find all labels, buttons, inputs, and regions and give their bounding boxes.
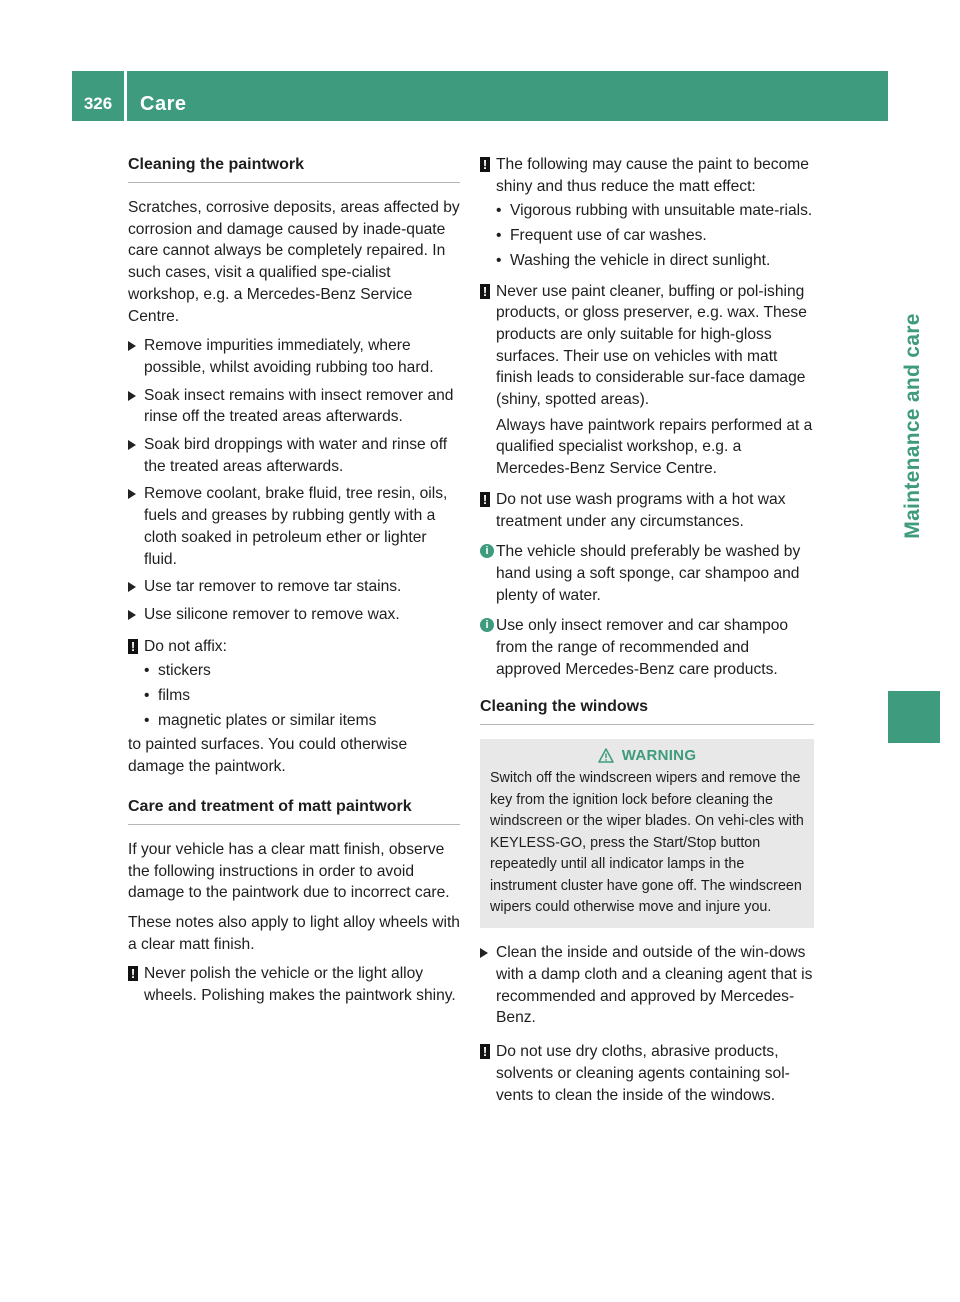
note-block <box>480 489 814 532</box>
bullet-list <box>496 200 814 271</box>
warning-triangle-icon <box>598 748 614 763</box>
note-block <box>480 154 814 272</box>
info-block <box>480 541 814 606</box>
list-item: • magnetic plates or similar items <box>144 710 460 732</box>
exclamation-icon: ! <box>480 492 490 507</box>
sidebar-marker <box>888 691 940 743</box>
list-item: • films <box>144 685 460 707</box>
right-column <box>480 154 814 1115</box>
bullet-list <box>144 660 460 731</box>
warning-title: WARNING <box>621 747 697 765</box>
step-item: Remove impurities immediately, where possible, whilst avoiding rubbing too hard. <box>128 335 460 378</box>
note-text: Do not use dry cloths, abrasive products, solvents or cleaning agents containing sol-vents to clean the inside of the windows. <box>496 1043 790 1104</box>
note-block <box>128 636 460 732</box>
header-separator <box>124 71 127 121</box>
note-tail: to painted surfaces. You could otherwise damage the paintwork. <box>128 736 408 776</box>
exclamation-icon: ! <box>480 157 490 172</box>
page-number: 326 <box>83 94 113 113</box>
note-text: Do not use wash programs with a hot wax treatment under any circumstances. <box>496 490 786 530</box>
info-block <box>480 615 814 680</box>
note-text: The following may cause the paint to become shiny and thus reduce the matt effect: <box>496 156 809 195</box>
intro-paragraph: Scratches, corrosive deposits, areas affected by corrosion and damage caused by inade-quate care cannot always be completely repaired. In such cases, visit a qualified spe-cialist workshop, e.g. a Mercedes-Benz Service Centre. <box>128 199 460 325</box>
step-item: Use silicone remover to remove wax. <box>128 604 460 626</box>
exclamation-icon: ! <box>480 284 490 299</box>
paragraph: If your vehicle has a clear matt finish, observe the following instructions in order to avoid damage to the paintwork due to incorrect care. <box>128 840 450 902</box>
note-text: Never use paint cleaner, buffing or pol-ishing products, or gloss preserver, e.g. wax. These products are only suitable for high-gloss surfaces. Their use on vehicles with matt finish leads to considerable sur-face damage (shiny, spotted areas). <box>496 282 807 409</box>
paragraph: These notes also apply to light alloy wheels with a clear matt finish. <box>128 913 460 953</box>
warning-text: Switch off the windscreen wipers and remove the key from the ignition lock before cleaning the windscreen or the wiper blades. On vehi-cles with KEYLESS-GO, press the Start/Stop button repeatedly until all indicator lamps in the instrument cluster have gone off. The windscreen wipers could otherwise move and injure you. <box>490 770 804 915</box>
step-item: Soak insect remains with insect remover and rinse off the treated areas afterwards. <box>128 385 460 428</box>
info-text: Use only insect remover and car shampoo from the range of recommended and approved Mercedes-Benz care products. <box>496 617 789 678</box>
warning-box <box>480 739 814 928</box>
warning-header <box>490 747 804 764</box>
heading-matt-paintwork: Care and treatment of matt paintwork <box>128 792 460 825</box>
info-icon: i <box>480 618 494 632</box>
note-text: Always have paintwork repairs performed at a qualified specialist workshop, e.g. a Mercedes-Benz Service Centre. <box>496 416 813 478</box>
list-item: • stickers <box>144 660 460 682</box>
heading-cleaning-windows: Cleaning the windows <box>480 692 814 725</box>
heading-cleaning-paintwork: Cleaning the paintwork <box>128 150 460 183</box>
step-item: Use tar remover to remove tar stains. <box>128 576 460 598</box>
header-bar <box>72 71 888 121</box>
note-block <box>128 963 460 1006</box>
sidebar-label: Maintenance and care <box>901 313 924 539</box>
note-text: Never polish the vehicle or the light alloy wheels. Polishing makes the paintwork shiny. <box>144 965 456 1005</box>
section-title: Care <box>140 93 187 115</box>
left-column <box>128 150 460 1016</box>
exclamation-icon: ! <box>128 966 138 981</box>
list-item: • Frequent use of car washes. <box>496 225 814 247</box>
info-text: The vehicle should preferably be washed by hand using a soft sponge, car shampoo and plenty of water. <box>496 543 801 604</box>
exclamation-icon: ! <box>128 639 138 654</box>
list-item: • Washing the vehicle in direct sunlight. <box>496 250 814 272</box>
exclamation-icon: ! <box>480 1044 490 1059</box>
step-item: Remove coolant, brake fluid, tree resin, oils, fuels and greases by rubbing gently with a cloth soaked in petroleum ether or lighter fluid. <box>128 483 460 570</box>
list-item: • Vigorous rubbing with unsuitable mate-rials. <box>496 200 814 222</box>
step-item: Soak bird droppings with water and rinse off the treated areas afterwards. <box>128 434 460 477</box>
step-item: Clean the inside and outside of the win-dows with a damp cloth and a cleaning agent that is recommended and approved by Mercedes-Benz. <box>480 942 814 1029</box>
note-block <box>480 1041 814 1106</box>
info-icon: i <box>480 544 494 558</box>
note-block <box>480 281 814 480</box>
note-text: Do not affix: <box>144 637 227 655</box>
